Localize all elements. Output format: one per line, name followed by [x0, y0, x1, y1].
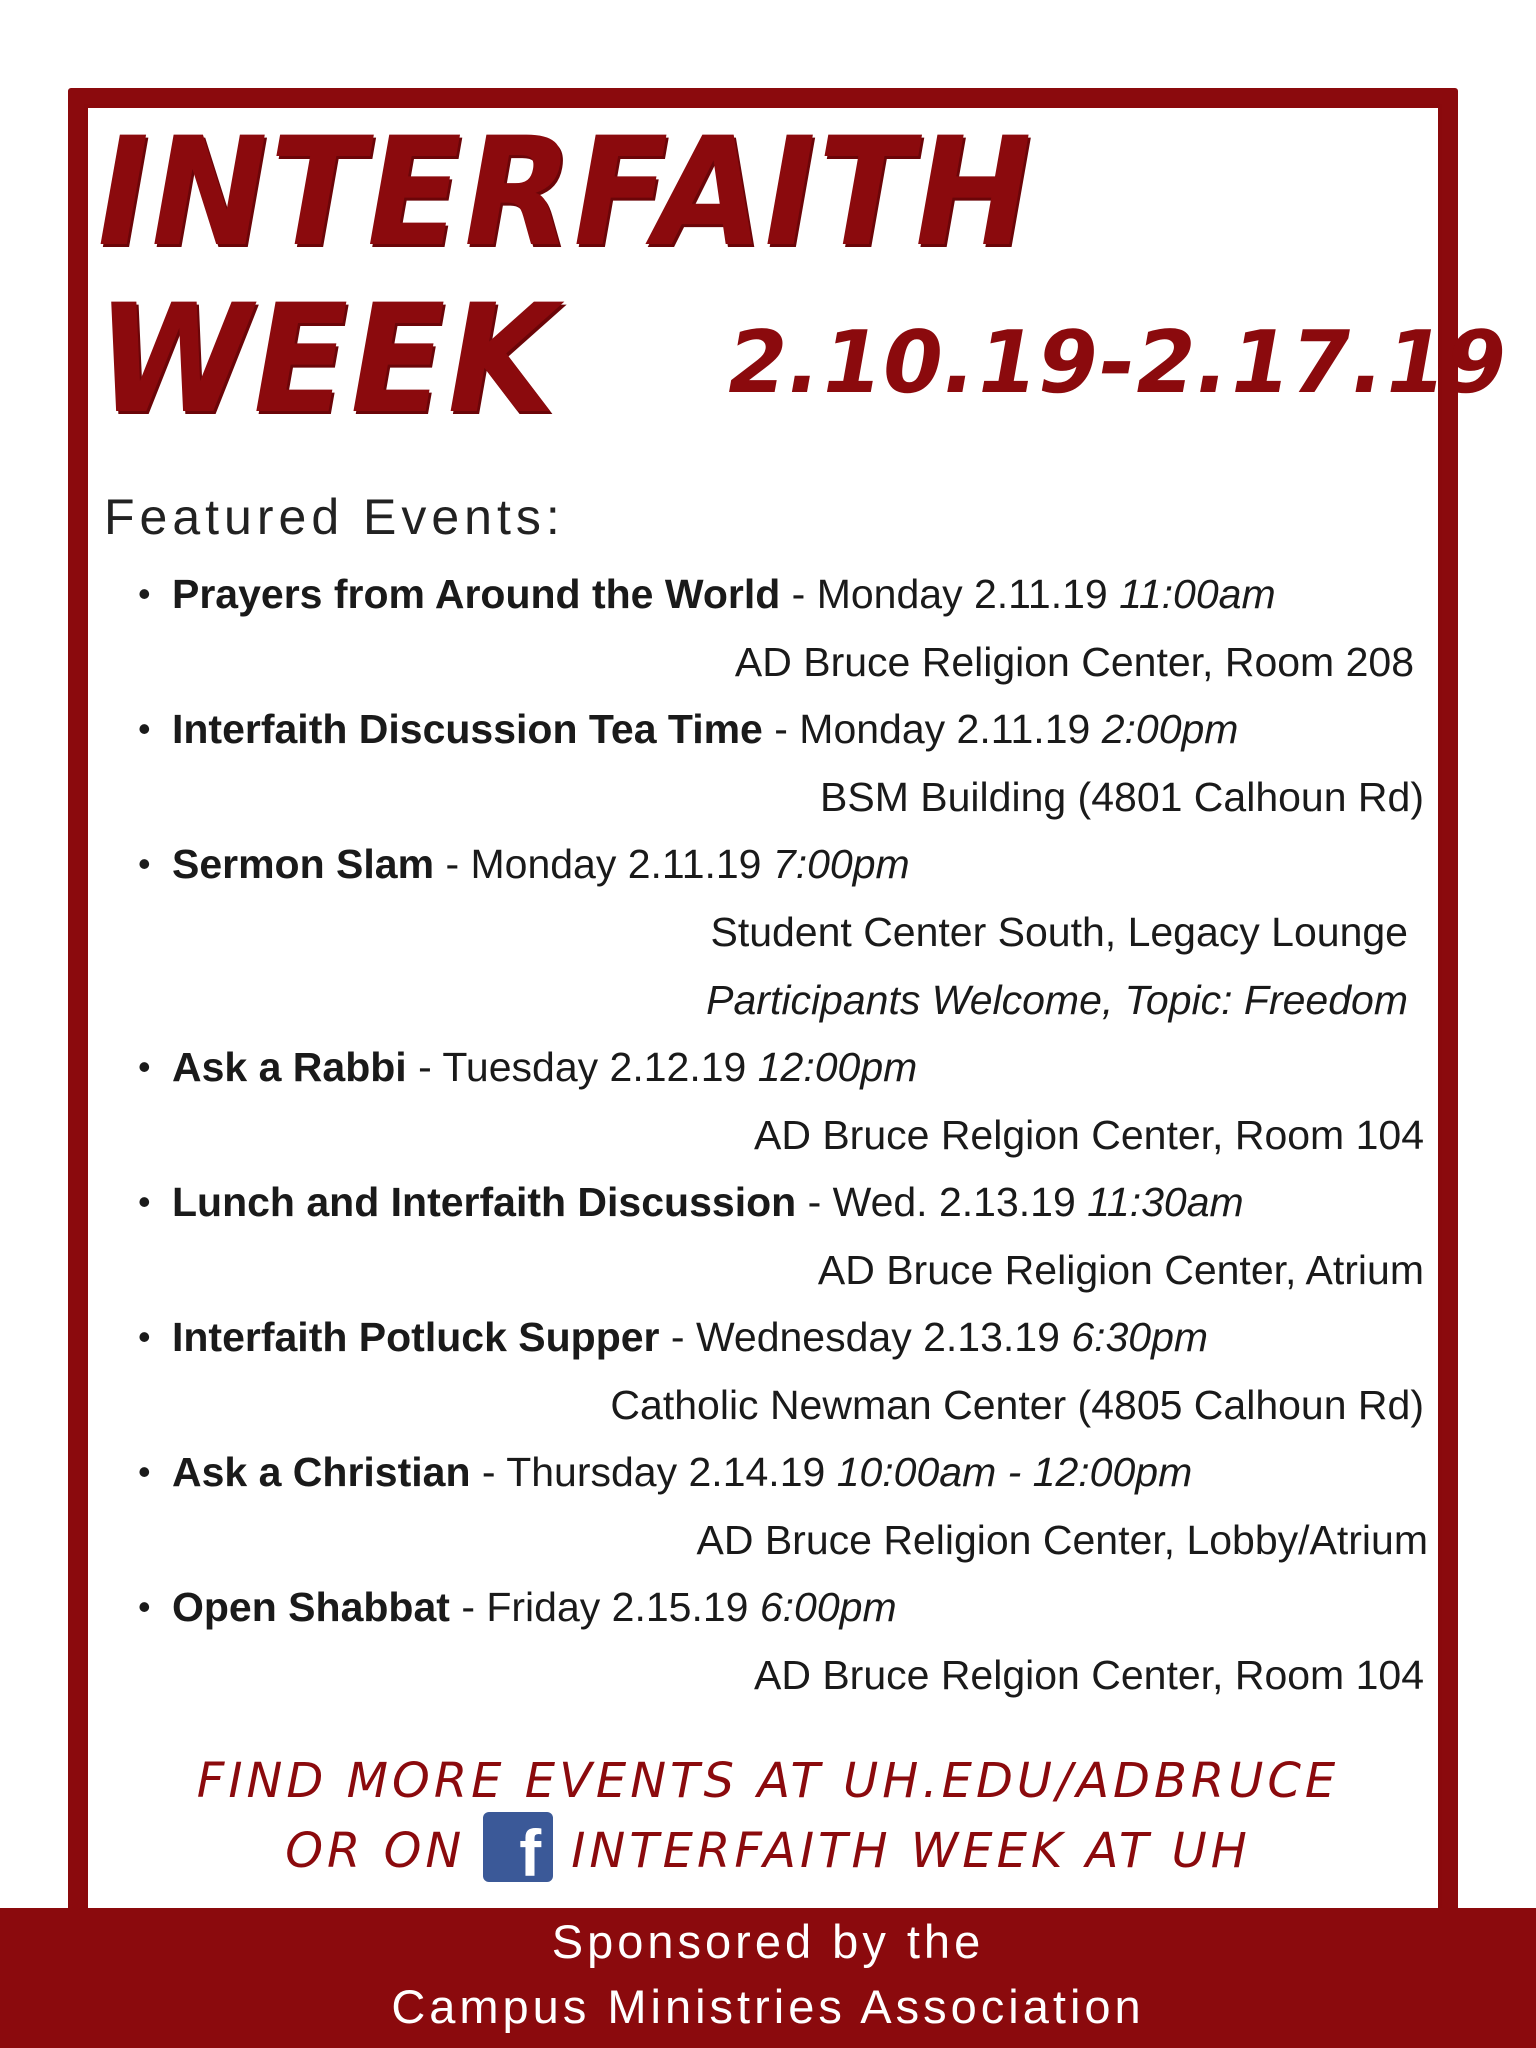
- bullet: •: [138, 708, 151, 749]
- bullet: •: [138, 1586, 151, 1627]
- event-line: [172, 1584, 897, 1630]
- bullet: •: [138, 1316, 151, 1357]
- event-name: Interfaith Discussion Tea Time: [172, 706, 763, 752]
- event-location: AD Bruce Relgion Center, Room 104: [753, 1112, 1424, 1158]
- bullet: •: [138, 573, 151, 614]
- event-time: 2:00pm: [1101, 706, 1239, 752]
- event-separator: -: [659, 1314, 696, 1360]
- event-time: 12:00pm: [757, 1044, 918, 1090]
- event-name: Prayers from Around the World: [172, 571, 781, 617]
- facebook-page-name[interactable]: INTERFAITH WEEK AT UH: [571, 1823, 1251, 1879]
- event-day-date: Tuesday 2.12.19: [442, 1044, 758, 1090]
- title-line-interfaith: INTERFAITH: [81, 106, 1049, 280]
- bullet: •: [138, 1181, 151, 1222]
- event-location: AD Bruce Religion Center, Room 208: [734, 639, 1414, 685]
- event-time: 11:00am: [1119, 571, 1276, 617]
- facebook-callout[interactable]: [0, 1816, 1536, 1882]
- event-time: 6:30pm: [1071, 1314, 1209, 1360]
- event-separator: -: [434, 841, 471, 887]
- bullet: •: [138, 1451, 151, 1492]
- event-time: 11:30am: [1087, 1179, 1244, 1225]
- event-location: Student Center South, Legacy Lounge: [710, 909, 1408, 955]
- event-line: [172, 1449, 1193, 1495]
- event-line: [172, 706, 1239, 752]
- event-name: Ask a Christian: [172, 1449, 471, 1495]
- title-line-week: WEEK: [81, 273, 573, 447]
- event-separator: -: [470, 1449, 507, 1495]
- event-name: Lunch and Interfaith Discussion: [172, 1179, 797, 1225]
- event-name: Interfaith Potluck Supper: [172, 1314, 660, 1360]
- event-line: [172, 841, 910, 887]
- event-day-date: Monday 2.11.19: [470, 841, 773, 887]
- event-day-date: Wed. 2.13.19: [832, 1179, 1088, 1225]
- event-separator: -: [406, 1044, 443, 1090]
- event-separator: -: [780, 571, 817, 617]
- event-day-date: Thursday 2.14.19: [506, 1449, 837, 1495]
- event-location: AD Bruce Religion Center, Atrium: [817, 1247, 1424, 1293]
- event-separator: -: [796, 1179, 833, 1225]
- event-line: [172, 1044, 918, 1090]
- event-location: BSM Building (4801 Calhoun Rd): [820, 774, 1424, 820]
- date-range: 2.10.19-2.17.19: [718, 313, 1516, 413]
- event-day-date: Monday 2.11.19: [799, 706, 1102, 752]
- featured-events-heading: Featured Events:: [104, 489, 565, 545]
- event-note: Participants Welcome, Topic: Freedom: [706, 977, 1408, 1023]
- footer-sponsor-line: Sponsored by the: [551, 1915, 985, 1968]
- facebook-icon[interactable]: f: [483, 1812, 553, 1882]
- event-day-date: Friday 2.15.19: [486, 1584, 760, 1630]
- event-time: 7:00pm: [772, 841, 910, 887]
- event-day-date: Wednesday 2.13.19: [695, 1314, 1072, 1360]
- event-name: Open Shabbat: [172, 1584, 450, 1630]
- footer-organization: Campus Ministries Association: [391, 1980, 1145, 2033]
- find-more-events-link[interactable]: FIND MORE EVENTS AT UH.EDU/ADBRUCE: [196, 1753, 1340, 1809]
- event-line: [172, 571, 1276, 617]
- event-name: Ask a Rabbi: [172, 1044, 407, 1090]
- find-more-prefix: OR ON: [285, 1823, 466, 1879]
- event-time: 6:00pm: [759, 1584, 897, 1630]
- event-line: [172, 1179, 1244, 1225]
- event-day-date: Monday 2.11.19: [816, 571, 1120, 617]
- bullet: •: [138, 843, 151, 884]
- event-separator: -: [449, 1584, 487, 1630]
- bullet: •: [138, 1046, 151, 1087]
- event-location: AD Bruce Religion Center, Lobby/Atrium: [696, 1517, 1428, 1563]
- event-time: 10:00am - 12:00pm: [836, 1449, 1193, 1495]
- event-line: [172, 1314, 1209, 1360]
- event-location: Catholic Newman Center (4805 Calhoun Rd): [610, 1382, 1424, 1428]
- event-separator: -: [762, 706, 800, 752]
- event-name: Sermon Slam: [172, 841, 435, 887]
- event-location: AD Bruce Relgion Center, Room 104: [753, 1652, 1424, 1698]
